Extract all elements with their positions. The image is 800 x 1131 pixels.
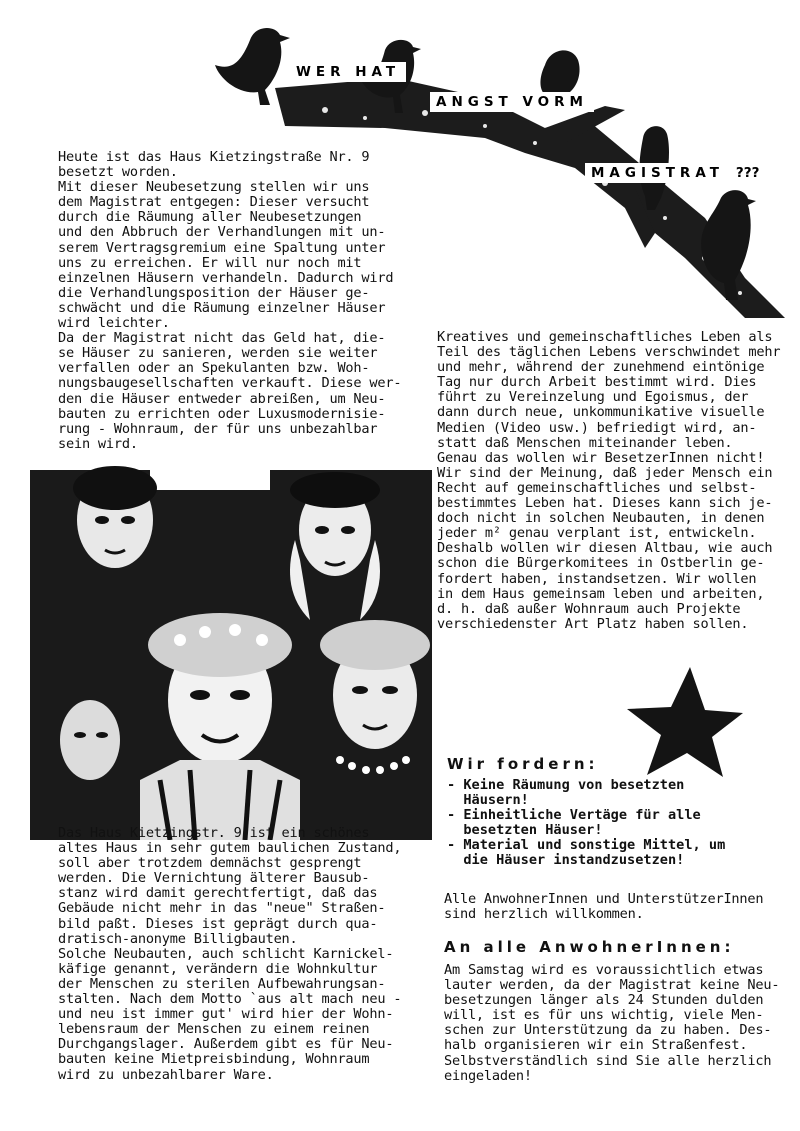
- demand-item: [447, 778, 725, 808]
- right-top-line: jeder m² genau verplant ist, entwickeln.: [437, 525, 757, 542]
- intro-line: verfallen oder an Spekulanten bzw. Woh-: [58, 360, 370, 377]
- demand-item-line: - Material und sonstige Mittel, um: [447, 837, 726, 853]
- house-text-line: käfige genannt, verändern die Wohnkultur: [58, 960, 378, 977]
- right-top-line: doch nicht in solchen Neubauten, in denen: [437, 510, 765, 527]
- intro-line: rung - Wohnraum, der für uns unbezahlbar: [58, 420, 378, 437]
- residents-paragraph: [444, 963, 779, 1084]
- house-text-line: der Menschen zu sterilen Aufbewahrungsan-: [58, 975, 386, 992]
- house-text-line: dratisch-anonyme Billigbauten.: [58, 930, 298, 947]
- house-text-line: und neu ist immer gut' wird hier der Wohn-: [58, 1006, 394, 1023]
- banner-question-marks: ???: [730, 163, 766, 183]
- right-top-line: Genau das wollen wir BesetzerInnen nicht!: [437, 449, 765, 466]
- demand-item-line: die Häuser instandzusetzen!: [447, 852, 685, 868]
- house-paragraph: [58, 826, 401, 1083]
- residents-line: eingeladen!: [444, 1067, 532, 1084]
- demand-item-line: Häusern!: [447, 792, 529, 808]
- right-top-line: fordert haben, instandsetzen. Wir wollen: [437, 570, 757, 587]
- welcome-paragraph: [444, 892, 763, 922]
- residents-title: An alle AnwohnerInnen:: [444, 938, 735, 956]
- right-top-line: Wir sind der Meinung, daß jeder Mensch ein: [437, 464, 773, 481]
- demand-item-line: besetzten Häuser!: [447, 822, 603, 838]
- right-top-line: dann durch neue, unkommunikative visuelle: [437, 404, 765, 421]
- demand-item: [447, 808, 725, 838]
- residents-line: Am Samstag wird es voraussichtlich etwas: [444, 962, 764, 978]
- banner-line-3-wrap: [585, 162, 765, 181]
- banner-line-3: MAGISTRAT: [585, 163, 730, 183]
- bird-3-icon: [530, 40, 590, 100]
- residents-line: besetzungen länger als 24 Stunden dulden: [444, 992, 764, 1009]
- right-top-line: statt daß Menschen miteinander leben.: [437, 434, 733, 451]
- house-text-line: stanz wird damit gerechtfertigt, daß das: [58, 885, 378, 902]
- right-top-line: Recht auf gemeinschaftliches und selbst-: [437, 479, 757, 496]
- intro-line: bauten zu errichten oder Luxusmodernisie-: [58, 405, 386, 422]
- banner-line-2: ANGST VORM: [430, 92, 594, 112]
- residents-line: schen zur Unterstützung da zu haben. Des-: [444, 1022, 772, 1039]
- intro-line: Mit dieser Neubesetzung stellen wir uns: [58, 179, 370, 196]
- house-text-line: wird zu unbezahlbarer Ware.: [58, 1066, 274, 1083]
- house-text-line: lebensraum der Menschen zu einem reinen: [58, 1021, 370, 1038]
- face-photo-collage: [30, 450, 432, 840]
- right-paragraph: [437, 330, 780, 632]
- house-text-line: soll aber trotzdem demnächst gesprengt: [58, 855, 362, 872]
- intro-line: die Verhandlungsposition der Häuser ge-: [58, 284, 370, 301]
- right-top-line: Medien (Video usw.) befriedigt wird, an-: [437, 419, 757, 436]
- intro-line: se Häuser zu sanieren, werden sie weiter: [58, 345, 378, 362]
- intro-line: dem Magistrat entgegen: Dieser versucht: [58, 194, 370, 211]
- residents-line: halb organisieren wir ein Straßenfest.: [444, 1037, 748, 1054]
- right-top-line: d. h. daß außer Wohnraum auch Projekte: [437, 600, 741, 617]
- residents-line: lauter werden, da der Magistrat keine Neu-: [444, 977, 780, 994]
- demands-list: [447, 778, 725, 868]
- intro-line: wird leichter.: [58, 315, 170, 332]
- bird-1-icon: [210, 20, 300, 110]
- residents-line: will, ist es für uns wichtig, viele Men-: [444, 1007, 764, 1024]
- demand-item-line: - Einheitliche Vertäge für alle: [447, 807, 701, 823]
- demands-title: Wir fordern:: [447, 755, 599, 773]
- intro-line: Heute ist das Haus Kietzingstraße Nr. 9: [58, 149, 370, 165]
- right-top-line: bestimmtes Leben hat. Dieses kann sich je-: [437, 495, 773, 512]
- intro-line: durch die Räumung aller Neubesetzungen: [58, 209, 362, 226]
- intro-line: schwächt und die Räumung einzelner Häuser: [58, 299, 386, 316]
- intro-line: besetzt worden.: [58, 164, 178, 181]
- intro-line: einzelnen Häusern verhandeln. Dadurch wird: [58, 269, 394, 286]
- house-text-line: bauten keine Mietpreisbindung, Wohnraum: [58, 1051, 370, 1068]
- right-top-line: Kreatives und gemeinschaftliches Leben als: [437, 329, 773, 345]
- right-top-line: schon die Bürgerkomitees in Ostberlin ge-: [437, 555, 765, 572]
- demand-item: [447, 838, 725, 868]
- house-text-line: stalten. Nach dem Motto `aus alt mach neu -: [58, 991, 402, 1008]
- star-icon: [625, 665, 745, 780]
- right-top-line: Tag nur durch Arbeit bestimmt wird. Dies: [437, 374, 757, 391]
- intro-line: nungsbaugesellschaften verkauft. Diese wer-: [58, 375, 402, 392]
- intro-line: serem Vertragsgremium eine Spaltung unter: [58, 239, 386, 256]
- intro-line: Da der Magistrat nicht das Geld hat, die-: [58, 330, 386, 347]
- right-top-line: Teil des täglichen Lebens verschwindet mehr: [437, 344, 781, 361]
- intro-line: und den Abbruch der Verhandlungen mit un-: [58, 224, 386, 241]
- residents-line: Selbstverständlich sind Sie alle herzlich: [444, 1052, 772, 1069]
- bird-5-icon: [680, 185, 770, 305]
- intro-line: sein wird.: [58, 435, 138, 452]
- right-top-line: führt zu Vereinzelung und Egoismus, der: [437, 389, 749, 406]
- welcome-line: Alle AnwohnerInnen und UnterstützerInnen: [444, 891, 764, 907]
- right-top-line: Deshalb wollen wir diesen Altbau, wie auch: [437, 540, 773, 557]
- right-top-line: verschiedenster Art Platz haben sollen.: [437, 615, 749, 632]
- demand-item-line: - Keine Räumung von besetzten: [447, 777, 685, 793]
- house-text-line: Das Haus Kietzingstr. 9 ist ein schönes: [58, 825, 370, 841]
- house-text-line: Gebäude nicht mehr in das "neue" Straßen-: [58, 900, 386, 917]
- house-text-line: Solche Neubauten, auch schlicht Karnickel-: [58, 945, 394, 962]
- intro-line: uns zu erreichen. Er will nur noch mit: [58, 254, 362, 271]
- house-text-line: bild paßt. Dieses ist geprägt durch qua-: [58, 915, 378, 932]
- welcome-line: sind herzlich willkommen.: [444, 906, 644, 923]
- house-text-line: Durchgangslager. Außerdem gibt es für Neu-: [58, 1036, 394, 1053]
- house-text-line: altes Haus in sehr gutem baulichen Zustand,: [58, 840, 402, 857]
- banner-line-1: WER HAT: [290, 62, 406, 82]
- intro-paragraph: [58, 150, 401, 452]
- right-top-line: in dem Haus gemeinsam leben und arbeiten,: [437, 585, 765, 602]
- house-text-line: werden. Die Vernichtung älterer Bausub-: [58, 870, 370, 887]
- right-top-line: und mehr, während der zunehmend eintönige: [437, 359, 765, 376]
- intro-line: den die Häuser entweder abreißen, um Neu-: [58, 390, 386, 407]
